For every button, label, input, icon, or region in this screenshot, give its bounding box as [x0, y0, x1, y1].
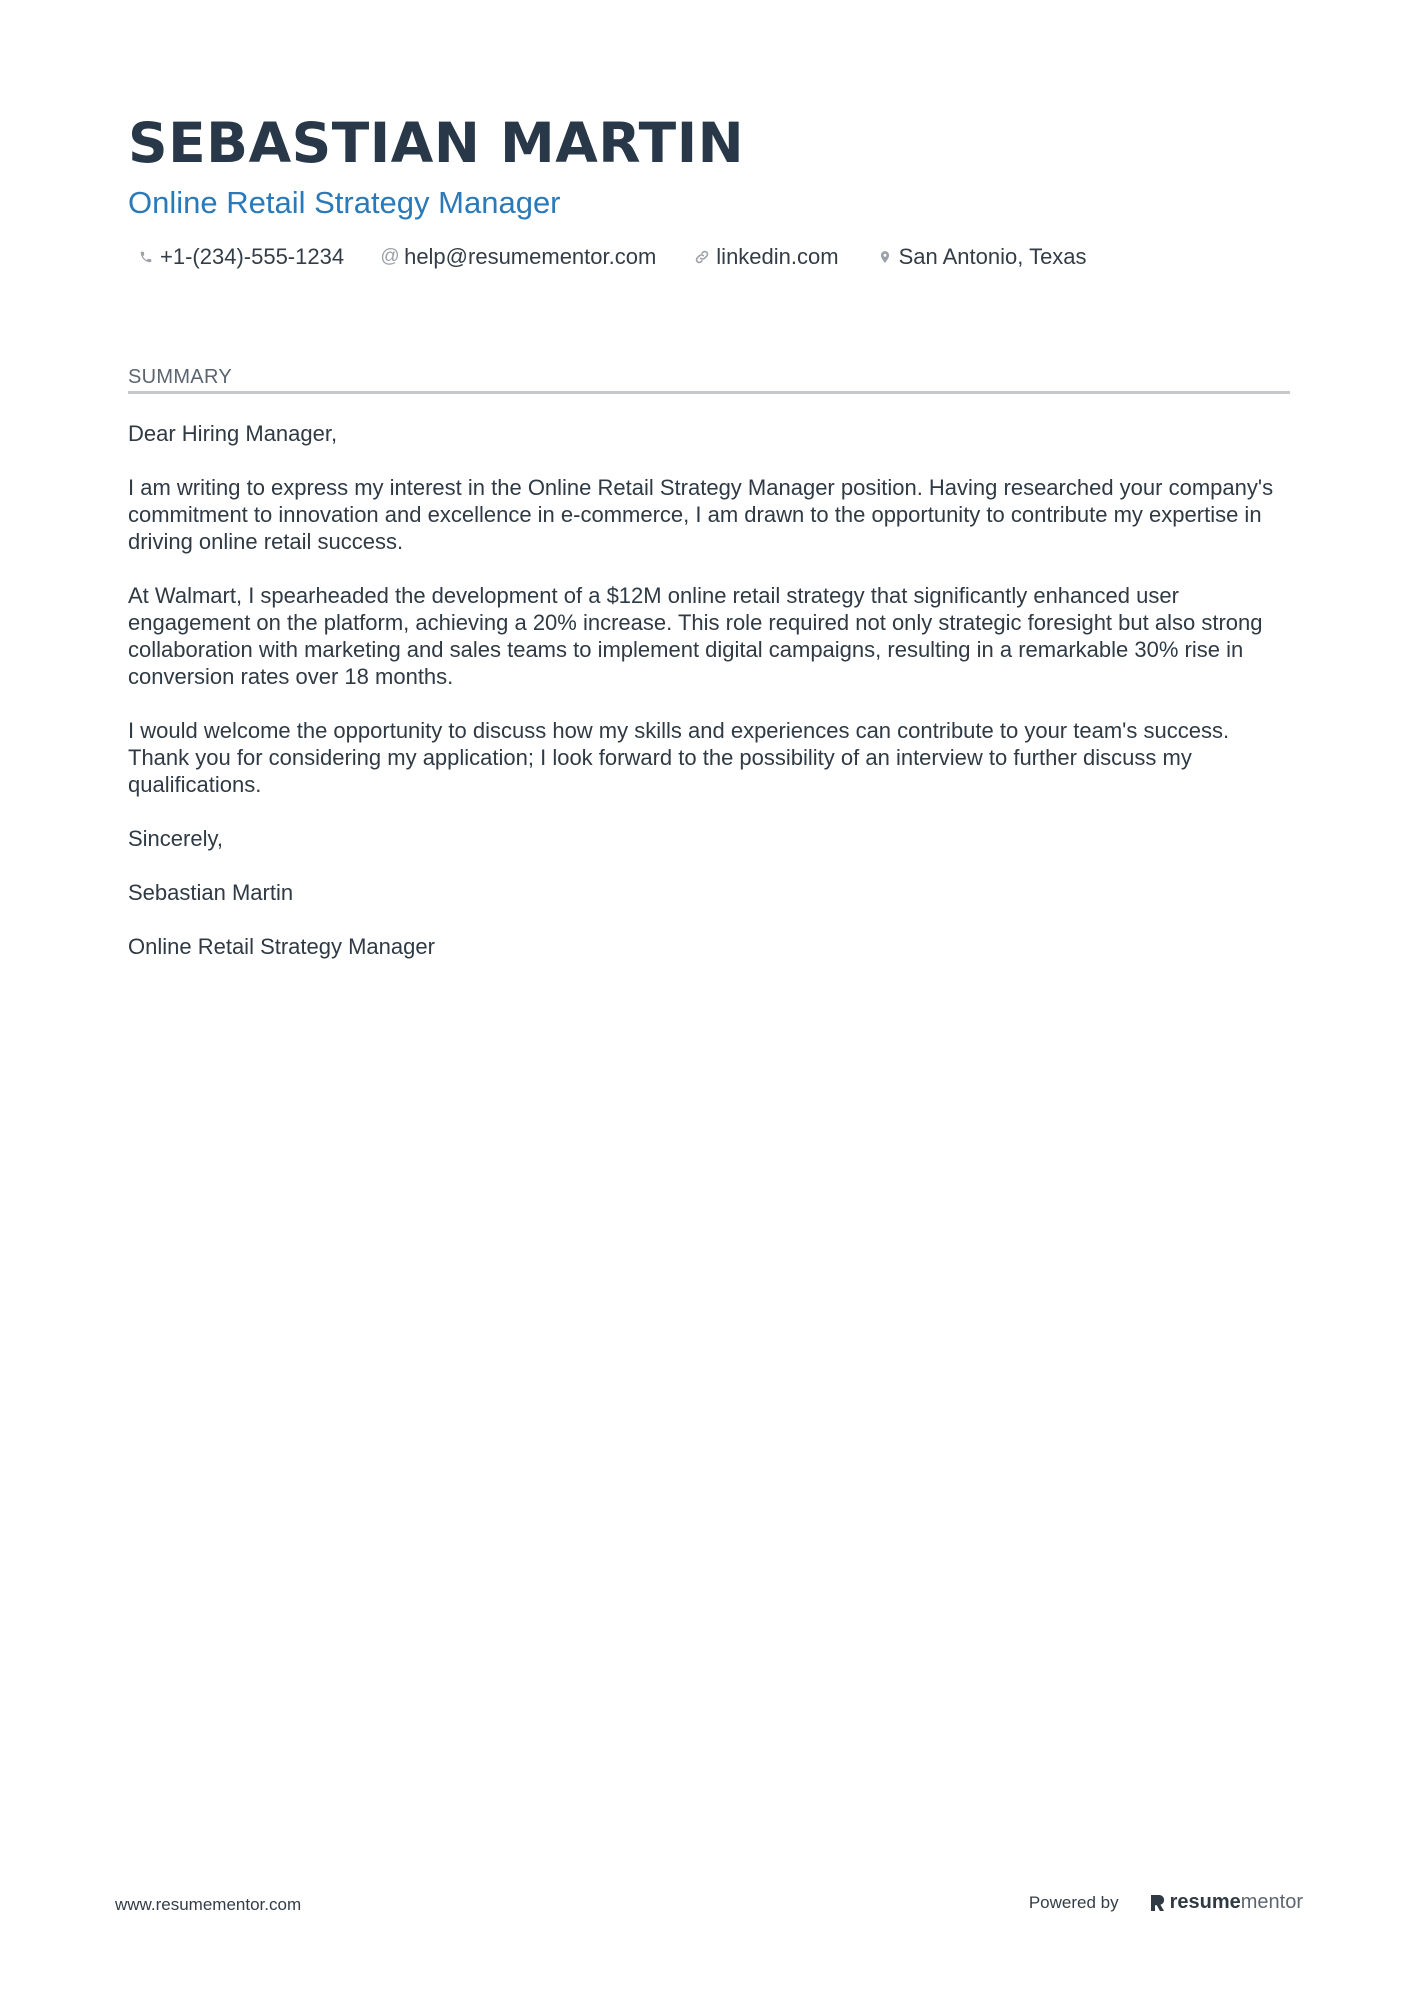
contact-email-text: help@resumementor.com: [404, 244, 657, 269]
paragraph-intro: I am writing to express my interest in the Online Retail Strategy Manager position. Having researched your company's commitment to innovation and excellence in e-commerce, I am drawn to the opportunity to contribute my expertise in driving online retail success.: [128, 475, 1274, 554]
at-icon: @: [380, 246, 400, 267]
logo-text-resume: resume: [1169, 1891, 1241, 1913]
contact-bar: [128, 244, 1290, 270]
cover-letter: [128, 110, 1290, 987]
paragraph-experience: At Walmart, I spearheaded the development of a $12M online retail strategy that significantly enhanced user engagement on the platform, achieving a 20% increase. This role required not only strategic foresight but also strong collaboration with marketing and sales teams to implement digital campaigns, resulting in a remarkable 30% rise in conversion rates over 18 months.: [128, 583, 1263, 689]
candidate-name: SEBASTIAN MARTIN: [128, 111, 745, 175]
letter-body: [128, 420, 1290, 960]
paragraph-closing: I would welcome the opportunity to discuss how my skills and experiences can contribute to your team's success. Thank you for considering my application; I look forward to the possibility of an interview to further discuss my qualifications.: [128, 718, 1230, 797]
link-icon: [692, 247, 712, 267]
contact-phone-text: +1-(234)-555-1234: [160, 244, 345, 269]
location-pin-icon: [875, 247, 895, 267]
summary-heading: SUMMARY: [128, 366, 1290, 394]
contact-linkedin[interactable]: [684, 244, 838, 270]
contact-location: [867, 244, 1087, 270]
phone-icon: [136, 247, 156, 267]
footer-website-link[interactable]: www.resumementor.com: [115, 1895, 302, 1914]
salutation: Dear Hiring Manager,: [128, 421, 338, 446]
contact-phone[interactable]: [128, 244, 344, 270]
powered-by-label: Powered by: [1028, 1892, 1119, 1912]
contact-linkedin-text: linkedin.com: [716, 244, 839, 269]
resumementor-logo-icon: [1149, 1893, 1167, 1913]
logo-text-mentor: mentor: [1240, 1891, 1303, 1913]
contact-location-text: San Antonio, Texas: [898, 244, 1087, 269]
footer-branding: [1029, 1891, 1303, 1914]
contact-email[interactable]: [372, 244, 656, 270]
sign-off: Sincerely,: [128, 826, 223, 851]
signature-title: Online Retail Strategy Manager: [128, 934, 435, 959]
resumementor-logo[interactable]: [1149, 1891, 1303, 1914]
candidate-title: Online Retail Strategy Manager: [128, 185, 561, 220]
signature-name: Sebastian Martin: [128, 880, 294, 905]
